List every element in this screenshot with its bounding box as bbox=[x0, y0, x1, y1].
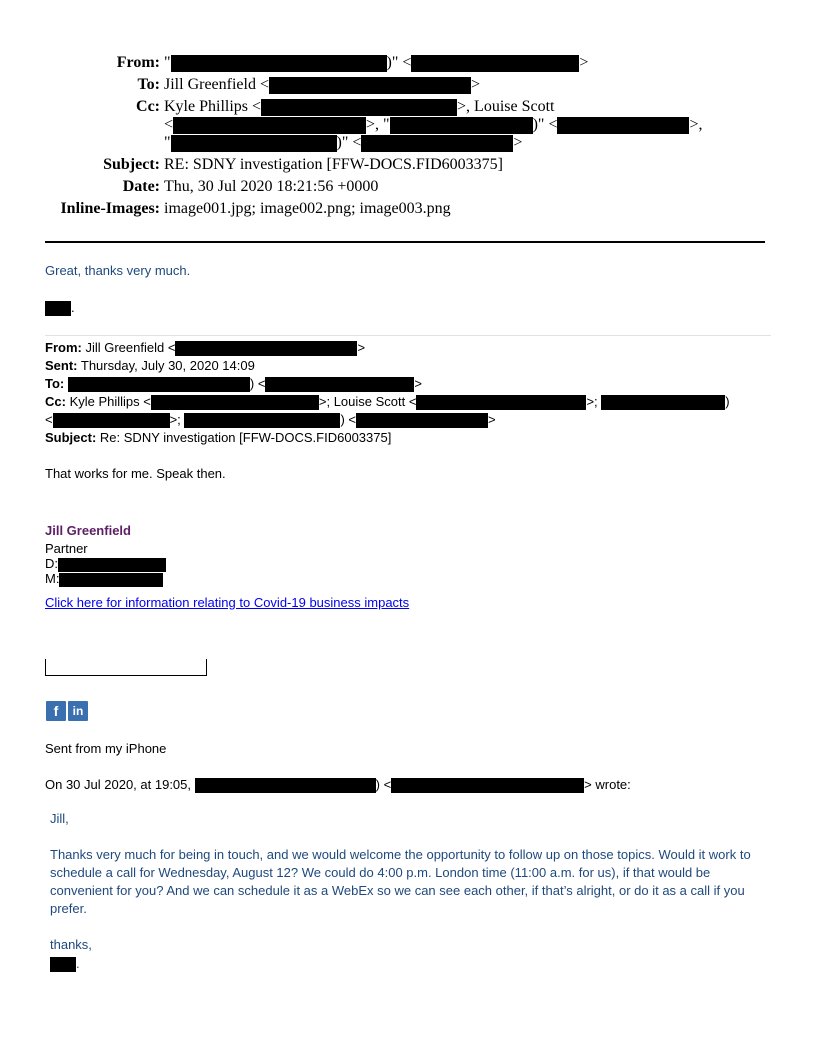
signature-title: Partner bbox=[45, 541, 88, 556]
redaction-block bbox=[171, 55, 387, 72]
fwd-from-line: From: Jill Greenfield < > bbox=[45, 340, 366, 355]
redaction-block bbox=[68, 377, 250, 392]
redaction-block bbox=[390, 117, 533, 134]
redaction-block bbox=[269, 77, 471, 94]
redaction-block bbox=[173, 117, 366, 134]
redaction-block bbox=[265, 377, 414, 392]
redaction-block bbox=[45, 301, 71, 316]
quoted-paragraph: Thanks very much for being in touch, and we would welcome the opportunity to follow up on those topics. Would it work to schedule a call for Wednesday, August 12? We could do 4:00 p.m. London time (11:00 a.m. for us), if that would be convenient for you? And we can schedule it as a WebEx so we can see each other, if that’s alright, or do it as a call if you prefer. bbox=[50, 847, 751, 916]
reply-signoff: . bbox=[45, 299, 75, 316]
cc-value-line3: " )" < > bbox=[164, 134, 523, 151]
on-wrote-line: On 30 Jul 2020, at 19:05, ) < > wrote: bbox=[45, 777, 631, 792]
fwd-to-line: To: ) < > bbox=[45, 376, 423, 391]
redaction-block bbox=[53, 413, 170, 428]
linkedin-icon[interactable]: in bbox=[68, 701, 88, 721]
image-placeholder bbox=[45, 659, 207, 676]
covid-info-link[interactable]: Click here for information relating to Covid-19 business impacts bbox=[45, 595, 410, 610]
reply-text: Great, thanks very much. bbox=[45, 263, 191, 278]
redaction-block bbox=[261, 99, 457, 116]
subject-label: Subject: bbox=[103, 156, 160, 173]
to-value: Jill Greenfield < > bbox=[164, 76, 481, 93]
redaction-block bbox=[356, 413, 488, 428]
redaction-block bbox=[391, 778, 584, 793]
redaction-block bbox=[416, 395, 586, 410]
sent-from-iphone: Sent from my iPhone bbox=[45, 741, 167, 756]
header-divider bbox=[45, 241, 765, 243]
quoted-greeting: Jill, bbox=[50, 811, 69, 826]
signature-direct-line: D: bbox=[45, 556, 166, 572]
quoted-thanks: thanks, bbox=[50, 937, 92, 952]
fwd-body: That works for me. Speak then. bbox=[45, 466, 226, 481]
fwd-cc-line2: < >; ) < > bbox=[45, 412, 496, 427]
from-label: From: bbox=[116, 54, 160, 71]
redaction-block bbox=[151, 395, 319, 410]
subject-value: RE: SDNY investigation [FFW-DOCS.FID6003375] bbox=[164, 156, 503, 173]
redaction-block bbox=[361, 135, 513, 152]
redaction-block bbox=[557, 117, 689, 134]
date-label: Date: bbox=[122, 178, 160, 195]
redaction-block bbox=[601, 395, 725, 410]
date-value: Thu, 30 Jul 2020 18:21:56 +0000 bbox=[164, 178, 379, 195]
cc-label: Cc: bbox=[136, 98, 160, 115]
quoted-signoff: . bbox=[50, 955, 770, 973]
redaction-block bbox=[411, 55, 579, 72]
redaction-block bbox=[184, 413, 340, 428]
redaction-block bbox=[175, 341, 357, 356]
cc-value-line2: < >, " )" < >, bbox=[164, 116, 703, 133]
redaction-block bbox=[195, 778, 376, 793]
to-label: To: bbox=[137, 76, 160, 93]
from-value: " )" < > bbox=[164, 54, 589, 71]
inline-images-label: Inline-Images: bbox=[60, 200, 160, 217]
signature-name: Jill Greenfield bbox=[45, 523, 131, 538]
redaction-block bbox=[59, 573, 163, 587]
signature-mobile-line: M: bbox=[45, 571, 163, 587]
cc-value-line1: Kyle Phillips < >, Louise Scott bbox=[164, 98, 555, 115]
fwd-cc-line1: Cc: Kyle Phillips < >; Louise Scott < >; ) bbox=[45, 394, 730, 409]
facebook-icon[interactable]: f bbox=[46, 701, 66, 721]
redaction-block bbox=[171, 135, 337, 152]
redaction-block bbox=[58, 558, 166, 572]
fwd-subject-line: Subject: Re: SDNY investigation [FFW-DOCS.FID6003375] bbox=[45, 430, 392, 445]
fwd-sent-line: Sent: Thursday, July 30, 2020 14:09 bbox=[45, 358, 255, 373]
message-separator bbox=[45, 335, 771, 336]
email-header bbox=[0, 0, 816, 230]
inline-images-value: image001.jpg; image002.png; image003.png bbox=[164, 200, 451, 217]
redaction-block bbox=[50, 957, 76, 972]
